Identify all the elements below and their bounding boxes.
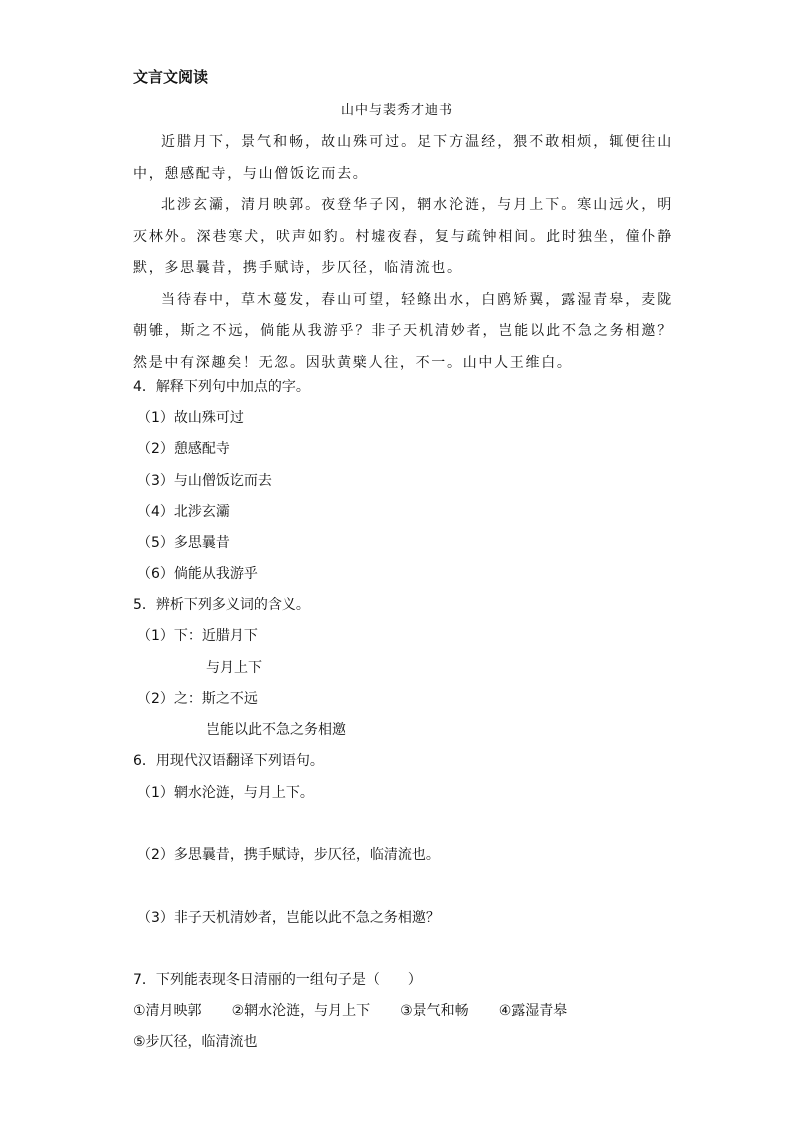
question-7-title: 7．下列能表现冬日清丽的一组句子是（ ）: [133, 972, 422, 988]
question-5-item: （2）之：斯之不远: [137, 691, 258, 707]
passage-body: [133, 127, 673, 379]
option-1: ①清月映郭: [133, 1003, 202, 1019]
question-4-title: 4．解释下列句中加点的字。: [133, 379, 310, 395]
question-6-item: （3）非子天机清妙者，岂能以此不急之务相邀？: [137, 910, 440, 926]
option-2: ②辋水沦涟，与月上下: [231, 1003, 371, 1019]
question-4-item: （3）与山僧饭讫而去: [137, 473, 272, 489]
passage-paragraph: 当待春中，草木蔓发，春山可望，轻鲦出水，白鸥矫翼，露湿青皋，麦陇朝雊，斯之不远，倘能从我游乎？非子天机清妙者，岂能以此不急之务相邀？然是中有深趣矣！无忽。因驮黄檗人往，不一。山中人王维白。: [133, 291, 673, 371]
question-5-item: 与月上下: [206, 660, 262, 676]
question-7-options: [133, 1001, 567, 1021]
option-5: ⑤步仄径，临清流也: [133, 1034, 258, 1050]
question-4-item: （5）多思曩昔: [137, 535, 230, 551]
question-4-item: （1）故山殊可过: [137, 410, 244, 426]
question-6-item: （2）多思曩昔，携手赋诗，步仄径，临清流也。: [137, 847, 440, 863]
question-6-item: （1）辋水沦涟，与月上下。: [137, 785, 314, 801]
question-4-item: （2）憩感配寺: [137, 441, 230, 457]
section-title: 文言文阅读: [133, 68, 209, 86]
option-3: ③景气和畅: [400, 1003, 469, 1019]
question-5-title: 5．辨析下列多义词的含义。: [133, 597, 310, 613]
passage-paragraph: 北涉玄灞，清月映郭。夜登华子冈，辋水沦涟，与月上下。寒山远火，明灭林外。深巷寒犬，吠声如豹。村墟夜舂，复与疏钟相间。此时独坐，僮仆静默，多思曩昔，携手赋诗，步仄径，临清流也。: [133, 197, 673, 276]
question-6-title: 6．用现代汉语翻译下列语句。: [133, 753, 324, 769]
question-4-item: （6）倘能从我游乎: [137, 566, 258, 582]
question-4-item: （4）北涉玄灞: [137, 504, 230, 520]
passage-title: 山中与裴秀才迪书: [340, 103, 453, 118]
question-5-item: （1）下：近腊月下: [137, 628, 258, 644]
passage-paragraph: 近腊月下，景气和畅，故山殊可过。足下方温经，猥不敢相烦，辄便往山中，憩感配寺，与山僧饭讫而去。: [133, 134, 673, 182]
question-5-item: 岂能以此不急之务相邀: [206, 722, 346, 738]
option-4: ④露湿青皋: [498, 1003, 568, 1019]
